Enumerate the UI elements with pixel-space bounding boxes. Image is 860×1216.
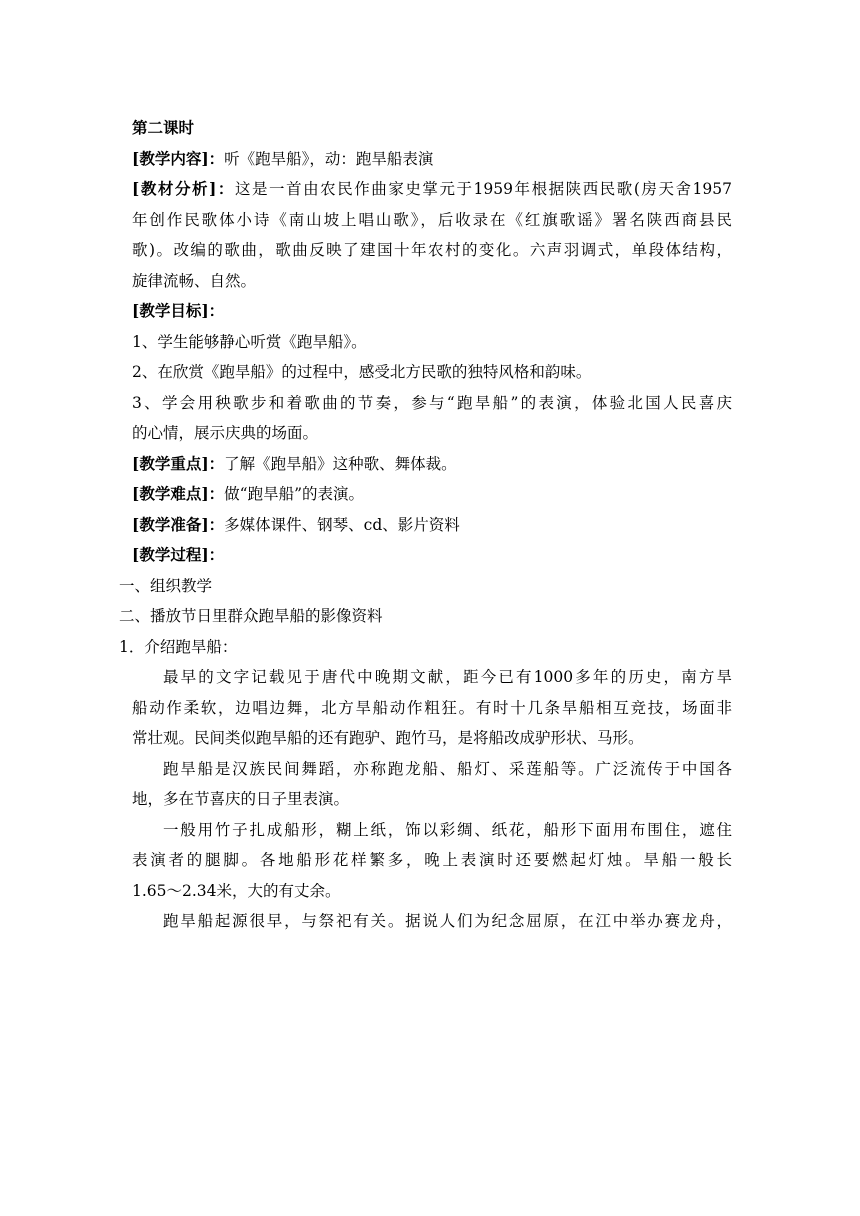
- section-label: [教学准备]：: [132, 514, 225, 534]
- section-label: [教材分析]：: [132, 179, 235, 198]
- paragraph-2-line-1: 跑旱船是汉族民间舞蹈，亦称跑龙船、船灯、采莲船等。广泛流传于中国各: [163, 759, 732, 778]
- teaching-content-line: [132, 144, 732, 175]
- paragraph-3-line-1: 一般用竹子扎成船形，糊上纸，饰以彩绸、纸花，船形下面用布围住，遮住: [163, 820, 732, 839]
- section-label: [教学内容]：: [132, 148, 225, 168]
- section-label-objectives: [教学目标]：: [132, 301, 225, 320]
- preparation-line: [132, 510, 732, 541]
- objective-2: 2、在欣赏《跑旱船》的过程中，感受北方民歌的独特风格和韵味。: [132, 363, 592, 381]
- step-2-sub-1: 1．介绍跑旱船：: [119, 637, 238, 656]
- section-label: [教学难点]：: [132, 484, 225, 503]
- paragraph-3-line-3: 1.65～2.34米，大的有丈余。: [132, 881, 341, 900]
- section-text: 了解《跑旱船》这种歌、舞体裁。: [224, 454, 457, 473]
- paragraph-1-line-3: 常壮观。民间类似跑旱船的还有跑驴、跑竹马，是将船改成驴形状、马形。: [132, 729, 644, 747]
- paragraph-1-line-1: 最早的文字记载见于唐代中晚期文献，距今已有1000多年的历史，南方旱: [163, 668, 732, 686]
- paragraph-1-line-2: 船动作柔软，边唱边舞，北方旱船动作粗狂。有时十几条旱船相互竞技，场面非: [132, 698, 732, 717]
- analysis-line-3: 歌)。改编的歌曲，歌曲反映了建国十年农村的变化。六声羽调式，单段体结构，: [132, 241, 732, 259]
- section-text: 多媒体课件、钢琴、cd、影片资料: [224, 515, 460, 534]
- difficulty-line: [132, 479, 732, 510]
- document-page: [119, 113, 732, 937]
- section-text: 听《跑旱船》，动：跑旱船表演: [224, 149, 434, 168]
- section-label: [教学重点]：: [132, 453, 225, 473]
- paragraph-3-line-2: 表演者的腿脚。各地船形花样繁多，晚上表演时还要燃起灯烛。旱船一般长: [132, 851, 732, 869]
- step-1: 一、组织教学: [119, 576, 213, 595]
- section-text: 这是一首由农民作曲家史掌元于1959年根据陕西民歌(房天舍1957: [234, 180, 732, 198]
- section-text: 做“跑旱船”的表演。: [224, 485, 365, 503]
- analysis-line-4: 旋律流畅、自然。: [132, 271, 257, 290]
- objective-1: 1、学生能够静心听赏《跑旱船》。: [132, 332, 367, 351]
- paragraph-4-line-1: 跑旱船起源很早，与祭祀有关。据说人们为纪念屈原，在江中举办赛龙舟，: [163, 912, 732, 930]
- objective-3-cont: 的心情，展示庆典的场面。: [132, 424, 319, 442]
- paragraph-2-line-2: 地，多在节喜庆的日子里表演。: [132, 790, 350, 808]
- objective-3: 3、学会用秧歌步和着歌曲的节奏，参与“跑旱船”的表演，体验北国人民喜庆: [132, 393, 732, 412]
- analysis-line-2: 年创作民歌体小诗《南山坡上唱山歌》，后收录在《红旗歌谣》署名陕西商县民: [132, 210, 732, 229]
- step-2: 二、播放节日里群众跑旱船的影像资料: [119, 607, 383, 625]
- lesson-title: 第二课时: [132, 118, 195, 137]
- analysis-line-1: [132, 174, 732, 205]
- section-label-process: [教学过程]：: [132, 545, 225, 564]
- key-points-line: [132, 449, 732, 480]
